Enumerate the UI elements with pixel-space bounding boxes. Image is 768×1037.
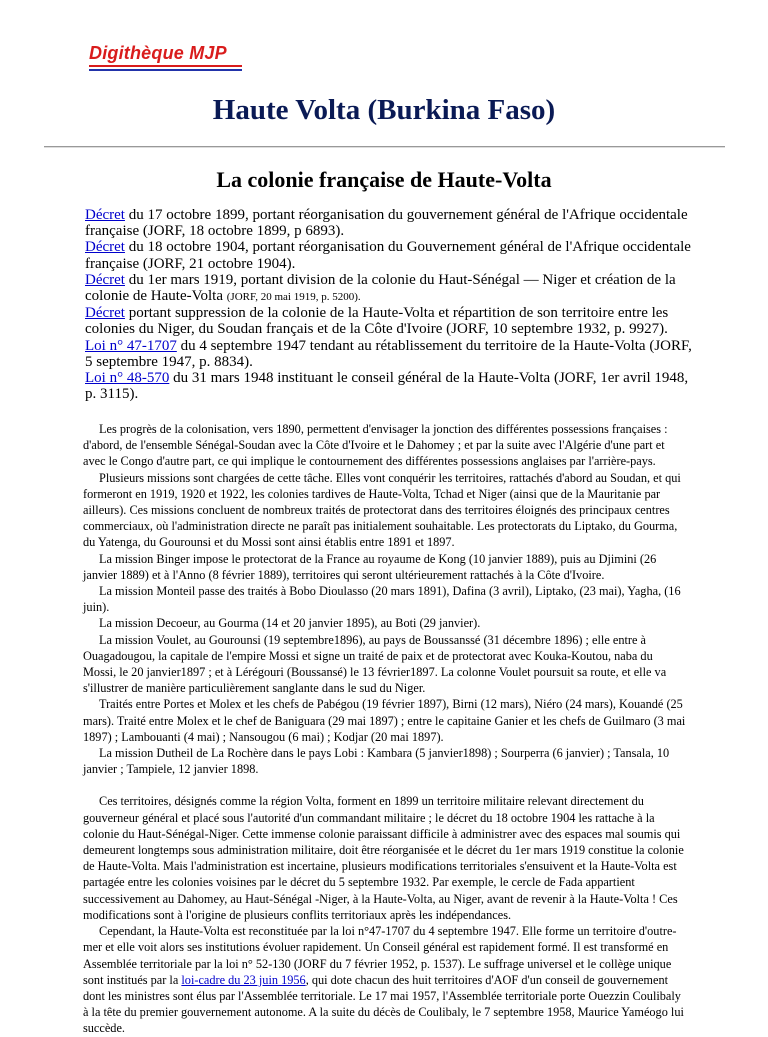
reference-text: du 1er mars 1919, portant division de la colonie du Haut-Sénégal — Niger et création de la colonie de Haute-Volta: [85, 271, 676, 305]
logo-underline-red: [89, 65, 242, 67]
paragraph-text: , qui dote chacun des huit territoires d'AOF d'un conseil de gouvernement dont les ministres sont élus par l'Assemblée territoriale. Le 17 mai 1957, l'Assemblée territoriale porte Ouezzin Coulibaly à la tête du premier gouvernement autonome. A la suite du décès de Coulibaly, le 7 septembre 1958, Maurice Yaméogo lui succède.: [83, 972, 684, 1036]
page-title: Haute Volta (Burkina Faso): [212, 94, 556, 126]
body-paragraph: La mission Monteil passe des traités à Bobo Dioulasso (20 mars 1891), Dafina (3 avril), Liptako, (23 mai), Yagha, (16 juin).: [83, 584, 681, 615]
reference-item: [85, 239, 695, 271]
reference-text: du 17 octobre 1899, portant réorganisation du gouvernement général de l'Afrique occidentale française (JORF, 18 octobre 1899, p 6893).: [85, 207, 688, 240]
body-paragraph: La mission Decoeur, au Gourma (14 et 20 janvier 1895), au Boti (29 janvier).: [99, 616, 481, 631]
section-title: La colonie française de Haute-Volta: [216, 167, 552, 192]
reference-link[interactable]: Loi n° 48-570: [85, 370, 170, 387]
paragraph-text: Cependant, la Haute-Volta est reconstituée par la loi n°47-1707 du 4 septembre 1947. Elle forme un territoire d'outre-mer et elle voit alors ses institutions évoluer rapidement. Un Conseil général est rapidement formé. Il est transformé en Assemblée territoriale par la loi n° 52-130 (JORF du 7 février 1952, p. 1537). Le suffrage universel et le collège unique sont institués par la: [83, 924, 677, 987]
logo-link[interactable]: Digithèque MJP: [89, 43, 227, 63]
body-paragraph: La mission Dutheil de La Rochère dans le pays Lobi : Kambara (5 janvier1898) ; Sourperra (6 janvier) ; Tansala, 10 janvier ; Tampiele, 12 janvier 1898.: [83, 746, 670, 777]
reference-link[interactable]: Décret: [85, 271, 125, 288]
site-logo[interactable]: [89, 42, 227, 64]
logo-underline-blue: [89, 69, 242, 71]
reference-link[interactable]: Décret: [85, 305, 125, 322]
reference-text: du 4 septembre 1947 tendant au rétablissement du territoire de la Haute-Volta (JORF, 5 septembre 1947, p. 8834).: [85, 337, 692, 370]
body-paragraph-last: [83, 923, 687, 1036]
reference-item: [85, 272, 695, 305]
reference-text: du 31 mars 1948 instituant le conseil général de la Haute-Volta (JORF, 1er avril 1948, p. 3115).: [85, 370, 689, 403]
reference-link[interactable]: Loi n° 47-1707: [85, 337, 177, 354]
body-paragraph: Les progrès de la colonisation, vers 1890, permettent d'envisager la jonction des différentes possessions françaises : d'abord, de l'ensemble Sénégal-Soudan avec la Côte d'Ivoire et le Dahomey ; et par la suite avec l'Algérie d'une part et avec le Congo d'autre part, ce qui implique le contournement des différentes possessions anglaises par l'arrière-pays.: [83, 422, 668, 469]
reference-text: du 18 octobre 1904, portant réorganisation du Gouvernement général de l'Afrique occidentale française (JORF, 21 octobre 1904).: [85, 239, 691, 272]
reference-item: [85, 305, 695, 337]
legal-references-list: [85, 207, 695, 402]
article-body: [83, 421, 687, 1037]
loi-cadre-link[interactable]: loi-cadre du 23 juin 1956: [181, 972, 306, 987]
body-paragraph: Ces territoires, désignés comme la région Volta, forment en 1899 un territoire militaire relevant directement du gouverneur général et placé sous l'autorité d'un commandant militaire ; le décret du 18 octobre 1904 les rattache à la colonie du Haut-Sénégal-Niger. Cette immense colonie paraissant difficile à administrer avec des espaces mal soumis qui demeurent longtemps sous administration militaire, doit être réorganisée et le décret du 1er mars 1919 constitue la colonie de Haute-Volta. Mais l'administration est incertaine, plusieurs modifications territoriales s'ensuivent et la Haute-Volta est partagée entre les colonies voisines par le décret du 5 septembre 1932. Par exemple, le cercle de Fada appartient successivement au Dahomey, au Haut-Sénégal -Niger, à la Haute-Volta, au Niger, avant de revenir à la Haute-Volta ! Ces modifications sont à l'origine de plusieurs conflits territoriaux après les indépendances.: [83, 794, 684, 922]
body-paragraph: La mission Binger impose le protectorat de la France au royaume de Kong (10 janvier 1889), puis au Djimini (26 janvier 1889) et à l'Anno (8 février 1889), territoires qui seront ultérieurement rattachés à la Côte d'Ivoire.: [83, 551, 657, 582]
body-paragraph: Plusieurs missions sont chargées de cette tâche. Elles vont conquérir les territoires, rattachés d'abord au Soudan, et qui formeront en 1919, 1920 et 1922, les colonies tardives de Haute-Volta, Tchad et Niger (ainsi que de la Mauritanie par ailleurs). Ces missions concluent de nombreux traités de protectorat dans des territoires éloignés des principaux centres commerciaux, où l'administration directe ne paraît pas initialement souhaitable. Les protectorats du Liptako, du Gourma, du Yatenga, du Gourounsi et du Mossi sont ainsi établis entre 1891 et 1897.: [83, 470, 681, 550]
reference-link[interactable]: Décret: [85, 239, 125, 256]
title-divider: [44, 146, 725, 148]
reference-item: [85, 207, 695, 239]
reference-citation: (JORF, 20 mai 1919, p. 5200).: [226, 291, 361, 304]
body-paragraph: Traités entre Portes et Molex et les chefs de Pabégou (19 février 1897), Birni (12 mars), Niéro (24 mars), Kouandé (25 mars). Traité entre Molex et le chef de Baniguara (29 mai 1897) ; entre le capitaine Ganier et les chefs de Guilmaro (3 mai 1897) ; Lambouanti (4 mai) ; Nansougou (6 mai) ; Kodjar (20 mai 1897).: [83, 697, 686, 744]
body-paragraph: La mission Voulet, au Gourounsi (19 septembre1896), au pays de Boussanssé (31 décembre 1896) ; elle entre à Ouagadougou, la capitale de l'empire Mossi et signe un traité de paix et de protectorat avec Kouka-Koutou, naba du Mossi, le 20 janvier1897 ; et à Lérégouri (Boussansé) le 13 février1897. La colonne Voulet poursuit sa route, et elle va s'illustrer de manière particulièrement sanglante dans le sud du Niger.: [83, 632, 667, 696]
reference-text: portant suppression de la colonie de la Haute-Volta et répartition de son territoire entre les colonies du Niger, du Soudan français et de la Côte d'Ivoire (JORF, 10 septembre 1932, p. 9927).: [85, 305, 669, 338]
reference-link[interactable]: Décret: [85, 207, 125, 223]
reference-item: [85, 370, 695, 402]
reference-item: [85, 338, 695, 370]
